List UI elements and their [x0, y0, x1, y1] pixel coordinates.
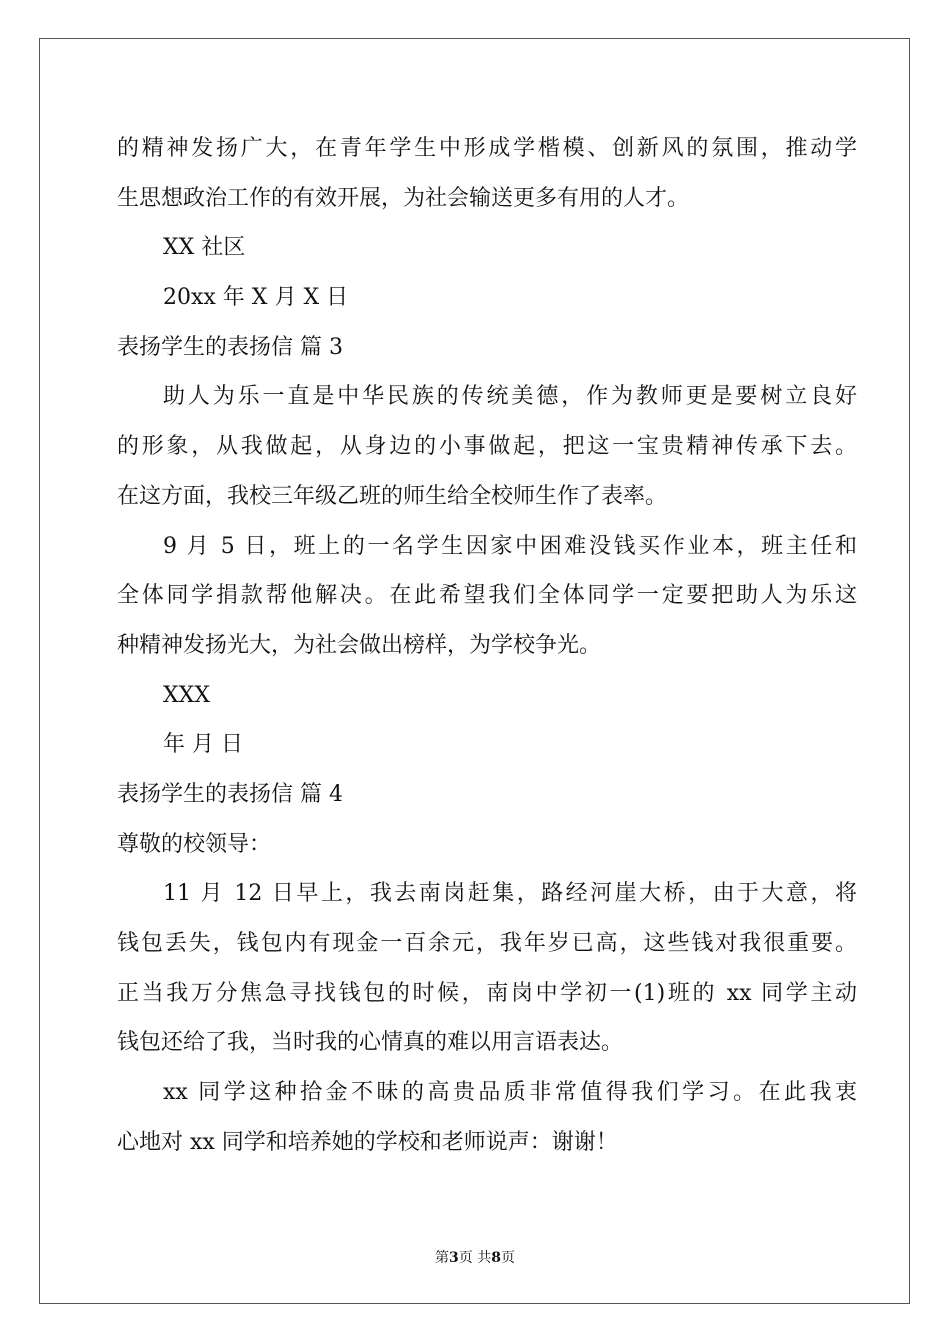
page-footer	[0, 1247, 950, 1267]
text-line: 在这方面，我校三年级乙班的师生给全校师生作了表率。	[117, 483, 668, 509]
text-line: xx 同学这种拾金不昧的高贵品质非常值得我们学习。在此我衷	[163, 1080, 857, 1106]
footer-prefix: 第	[435, 1250, 450, 1266]
text-line: 表扬学生的表扬信 篇 3	[117, 334, 343, 360]
text-line: 9 月 5 日，班上的一名学生因家中困难没钱买作业本，班主任和	[163, 533, 857, 559]
text-line: 的形象，从我做起，从身边的小事做起，把这一宝贵精神传承下去。	[117, 434, 857, 460]
text-line: XXX	[163, 682, 210, 708]
total-page-number: 8	[491, 1250, 501, 1266]
text-line: 尊敬的校领导：	[117, 831, 272, 857]
text-line: 表扬学生的表扬信 篇 4	[117, 781, 343, 807]
text-line: 种精神发扬光大，为社会做出榜样，为学校争光。	[117, 632, 602, 658]
text-line: 的精神发扬广大，在青年学生中形成学楷模、创新风的氛围，推动学	[117, 136, 857, 161]
text-line: 钱包丢失，钱包内有现金一百余元，我年岁已高，这些钱对我很重要。	[117, 931, 857, 956]
text-line: 11 月 12 日早上，我去南岗赶集，路经河崖大桥，由于大意，将	[163, 881, 857, 907]
text-line: 心地对 xx 同学和培养她的学校和老师说声：谢谢！	[117, 1129, 618, 1155]
text-line: 20xx 年 X 月 X 日	[163, 285, 349, 311]
text-line: 正当我万分焦急寻找钱包的时候，南岗中学初一(1)班的 xx 同学主动	[117, 980, 857, 1006]
document-body	[117, 124, 857, 1167]
text-line: 钱包还给了我，当时我的心情真的难以用言语表达。	[117, 1030, 624, 1056]
text-line: 年 月 日	[163, 732, 243, 758]
footer-suffix: 页	[500, 1250, 515, 1266]
text-line: 生思想政治工作的有效开展，为社会输送更多有用的人才。	[117, 185, 690, 211]
current-page-number: 3	[449, 1250, 459, 1266]
text-line: 全体同学捐款帮他解决。在此希望我们全体同学一定要把助人为乐这	[117, 583, 857, 609]
text-line: XX 社区	[163, 235, 246, 261]
text-line: 助人为乐一直是中华民族的传统美德，作为教师更是要树立良好	[163, 384, 857, 410]
footer-mid: 页 共	[458, 1250, 492, 1266]
